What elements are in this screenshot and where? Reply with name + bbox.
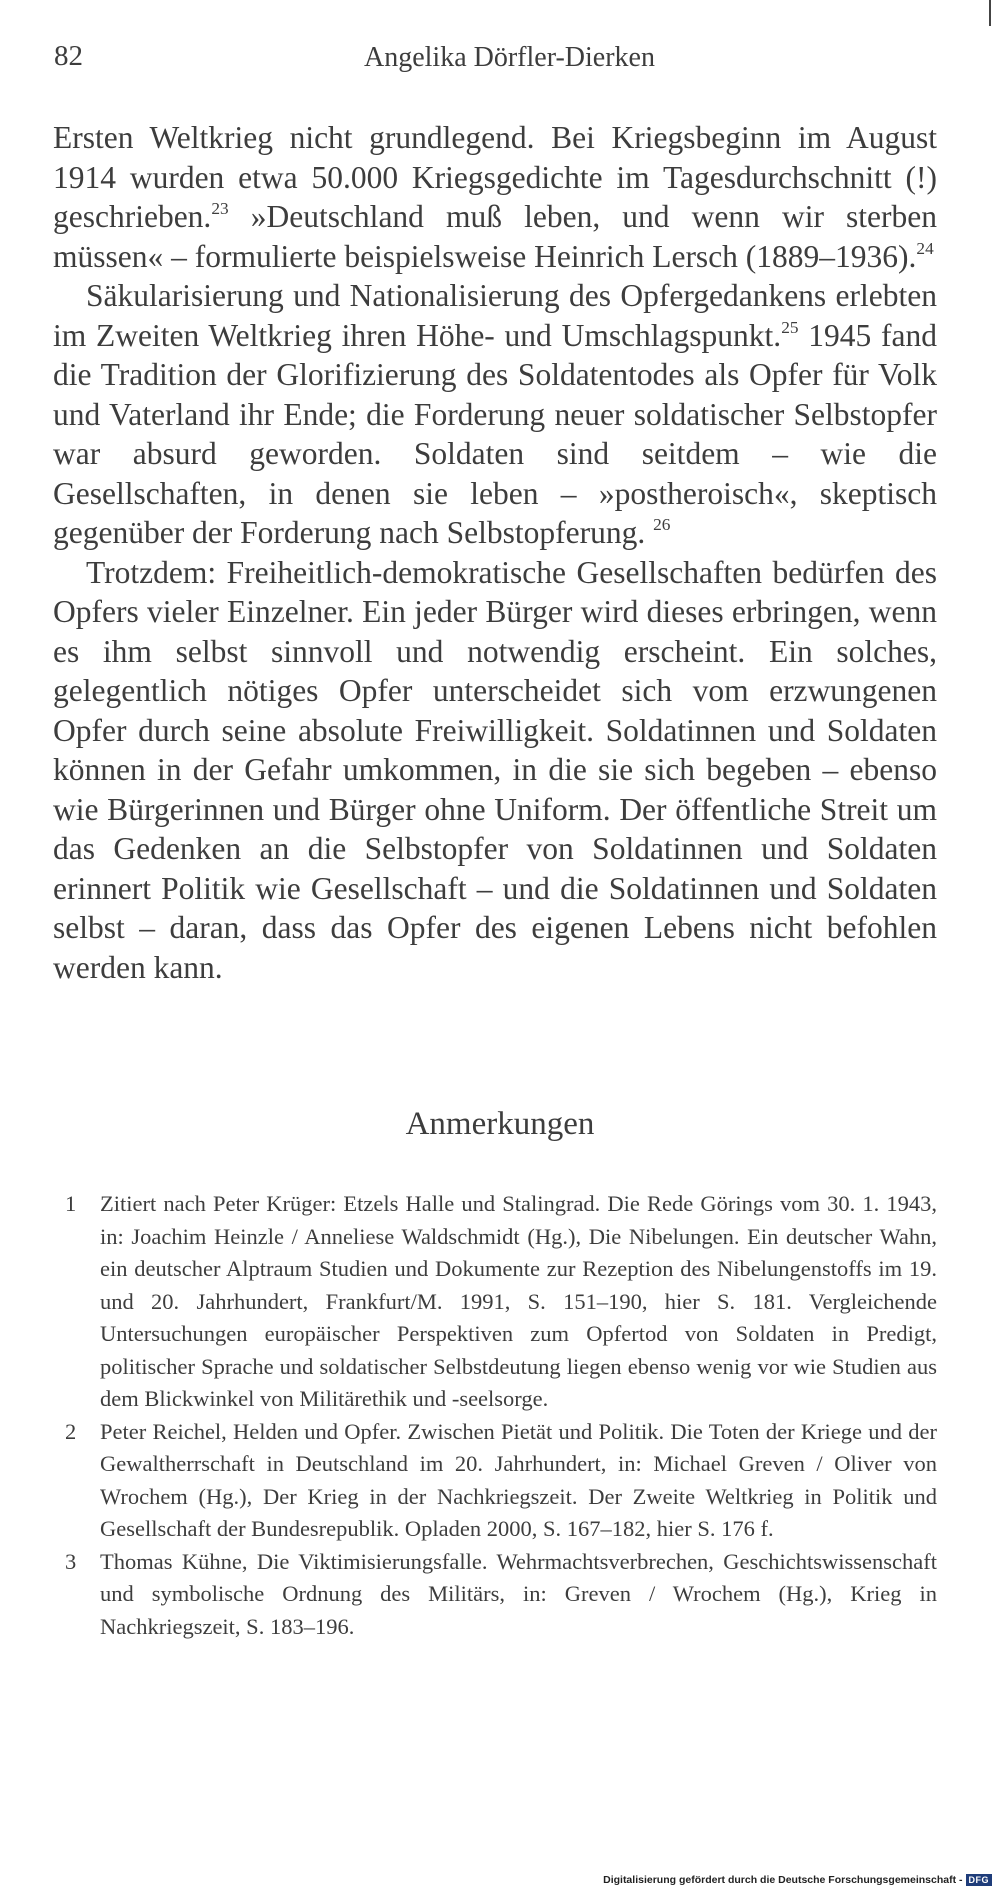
note-text: Zitiert nach Peter Krüger: Etzels Halle und Stalingrad. Die Rede Görings vom 30. 1. 1943, in: Joachim Heinzle / Anneliese Waldschmidt (Hg.), Die Nibelungen. Ein deutscher Wahn, ein deutscher Alptraum Studien und Dokumente zur Rezeption des Nibelungenstoffs im 19. und 20. Jahrhundert, Frankfurt/M. 1991, S. 151–190, hier S. 181. Vergleichende Untersuchungen europäischer Perspektiven zum Opfertod von Soldaten in Predigt, politischer Sprache und soldatischer Selbstdeutung liegen ebenso wenig vor wie Studien aus dem Blickwinkel von Militärethik und -seelsorge. [100,1191,937,1411]
paragraph-1-text-b: »Deutschland muß leben, und wenn wir sterben müssen« – formulierte beispielsweise Heinrich Lersch (1889–1936). [53,199,937,274]
running-head: Angelika Dörfler-Dierken [364,42,655,73]
dfg-logo: DFG [966,1874,993,1886]
note-number: 2 [65,1418,77,1444]
paragraph-1 [53,118,937,276]
page-edge-mark [989,0,991,26]
note-text: Peter Reichel, Helden und Opfer. Zwischen Pietät und Politik. Die Toten der Kriege und der Gewaltherrschaft in Deutschland im 20. Jahrhundert, in: Michael Greven / Oliver von Wrochem (Hg.), Der Krieg in der Nachkriegszeit. Der Zweite Weltkrieg in Politik und Gesellschaft der Bundesrepublik. Opladen 2000, S. 167–182, hier S. 176 f. [100,1418,937,1541]
digitization-credit [603,1874,992,1886]
notes-list [60,1188,937,1643]
footnote-ref-24: 24 [916,238,934,258]
note-item [60,1546,937,1644]
footnote-ref-26: 26 [653,515,671,535]
note-item [60,1416,937,1546]
note-number: 1 [65,1191,77,1216]
note-item [60,1188,937,1416]
credit-text: Digitalisierung gefördert durch die Deutsche Forschungsgemeinschaft - [603,1874,963,1886]
body-text [53,118,937,987]
note-text: Thomas Kühne, Die Viktimisierungsfalle. Wehrmachtsverbrechen, Geschichtswissenschaft und symbolische Ordnung des Militärs, in: Greven / Wrochem (Hg.), Krieg in Nachkriegszeit, S. 183–196. [100,1548,937,1639]
notes-heading: Anmerkungen [405,1106,595,1142]
footnote-ref-25: 25 [781,317,799,337]
footnote-ref-23: 23 [211,199,229,219]
paragraph-2 [53,276,937,553]
page-number: 82 [54,40,83,72]
paragraph-1-text-a: Ersten Weltkrieg nicht grundlegend. Bei Kriegsbeginn im August 1914 wurden etwa 50.000 Kriegsgedichte im Tagesdurchschnitt (!) geschrieben. [53,120,937,234]
paragraph-2-text-a: Säkularisierung und Nationalisierung des Opfergedankens erlebten im Zweiten Weltkrieg ihren Höhe- und Umschlagspunkt. [53,278,937,353]
note-number: 3 [65,1548,77,1574]
paragraph-3: Trotzdem: Freiheitlich-demokratische Gesellschaften bedürfen des Opfers vieler Einzelner. Ein jeder Bürger wird dieses erbringen, wenn es ihm selbst sinnvoll und notwendig erscheint. Ein solches, gelegentlich nötiges Opfer unterscheidet sich vom erzwungenen Opfer durch seine absolute Freiwilligkeit. Soldatinnen und Soldaten können in der Gefahr umkommen, in die sie sich begeben – ebenso wie Bürgerinnen und Bürger ohne Uniform. Der öffentliche Streit um das Gedenken an die Selbstopfer von Soldatinnen und Soldaten erinnert Politik wie Gesellschaft – und die Soldatinnen und Soldaten selbst – daran, dass das Opfer des eigenen Lebens nicht befohlen werden kann. [53,554,937,985]
paragraph-2-text-b: 1945 fand die Tradition der Glorifizierung des Soldatentodes als Opfer für Volk und Vaterland ihr Ende; die Forderung neuer soldatischer Selbstopfer war absurd geworden. Soldaten sind seitdem – wie die Gesellschaften, in denen sie leben – »postheroisch«, skeptisch gegenüber der Forderung nach Selbstopferung. [53,317,937,550]
